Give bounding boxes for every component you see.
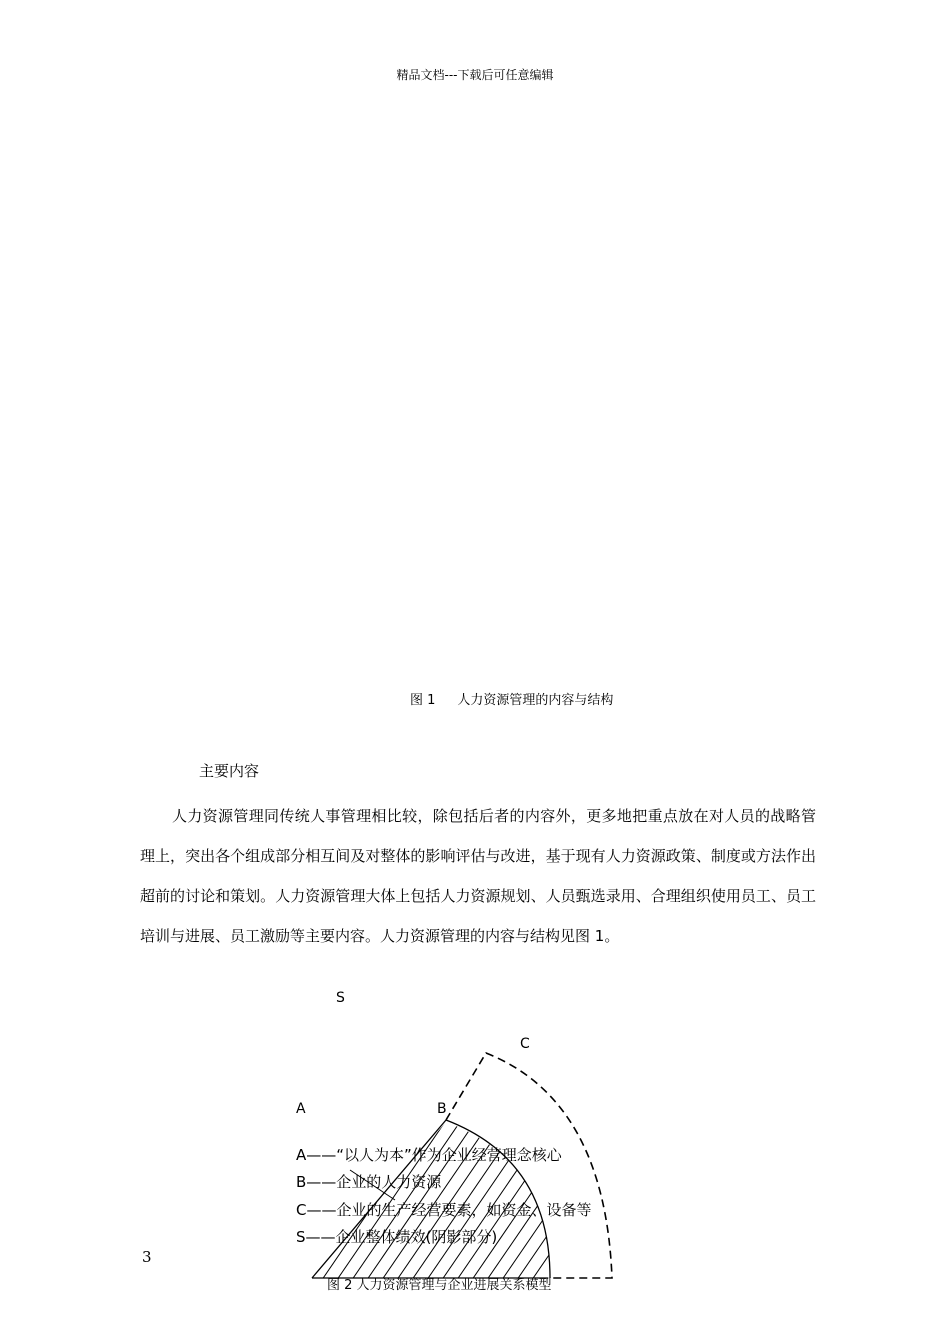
- label-b: B: [437, 1101, 447, 1117]
- figure-1-title: 人力资源管理的内容与结构: [457, 693, 614, 708]
- legend-a: A——“以人为本”作为企业经营理念核心: [296, 1146, 562, 1164]
- sector-a-outline: [312, 1120, 446, 1278]
- figure-1-caption: [410, 689, 613, 708]
- legend-s: S——企业整体绩效(阴影部分): [296, 1228, 498, 1246]
- label-c: C: [520, 1036, 530, 1052]
- page-number: 3: [142, 1248, 152, 1266]
- label-a: A: [296, 1101, 306, 1117]
- body-paragraph: 人力资源管理同传统人事管理相比较，除包括后者的内容外，更多地把重点放在对人员的战略管理上，突出各个组成部分相互间及对整体的影响评估与改进，基于现有人力资源政策、制度或方法作出超前的讨论和策划。人力资源管理大体上包括人力资源规划、人员甄选录用、合理组织使用员工、员工培训与进展、员工激励等主要内容。人力资源管理的内容与结构见图 1。: [140, 807, 816, 945]
- legend-c: C——企业的生产经营要素，如资金、设备等: [296, 1201, 592, 1219]
- figure-1-number: 图 1: [410, 693, 436, 708]
- figure-2-caption: 图 2 人力资源管理与企业进展关系模型: [327, 1278, 552, 1293]
- page-header: 精品文档---下载后可任意编辑: [396, 68, 554, 82]
- section-heading: 主要内容: [199, 762, 260, 780]
- legend-b: B——企业的人力资源: [296, 1173, 442, 1191]
- shaded-area-s: [300, 1100, 655, 1290]
- label-s: S: [336, 990, 345, 1006]
